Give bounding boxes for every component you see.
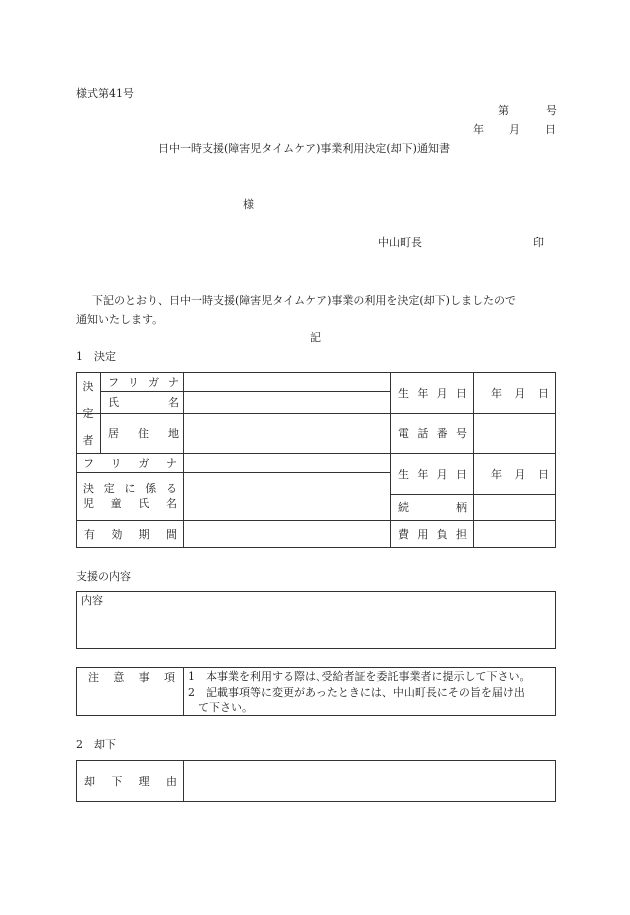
child-furigana-label: フ リ ガ ナ <box>83 456 177 470</box>
child-birthdate-value: 年 月 日 <box>491 467 549 481</box>
validity-label: 有 効 期 間 <box>84 528 177 541</box>
notes-label: 注 意 事 項 <box>88 670 175 684</box>
note-item-2-line2: て下さい。 <box>198 701 253 714</box>
addressee-suffix: 様 <box>243 198 254 211</box>
intro-text-line2: 通知いたします。 <box>76 313 164 326</box>
form-number: 様式第41号 <box>76 87 134 100</box>
note-item-2-line1: 2 記載事項等に変更があったときには、中山町長にその旨を届け出 <box>188 686 525 699</box>
address-label: 居 住 地 <box>108 427 179 440</box>
intro-text-line1: 下記のとおり、日中一時支援(障害児タイムケア)事業の利用を決定(却下)しましたので <box>92 294 516 307</box>
note-item-1: 1 本事業を利用する際は､受給者証を委託事業者に提示して下さい。 <box>188 670 531 683</box>
applicant-char-1: 決 <box>82 380 94 393</box>
document-title: 日中一時支援(障害児タイムケア)事業利用決定(却下)通知書 <box>158 142 450 155</box>
applicant-char-2: 定 <box>82 407 94 420</box>
issue-date: 年 月 日 <box>473 123 557 136</box>
birthdate-label: 生 年 月 日 <box>398 386 467 400</box>
section2-heading: 2 却下 <box>76 738 116 751</box>
support-content-box <box>76 591 556 649</box>
child-name-label: 決 定 に 係 る 児 童 氏 名 <box>83 482 177 510</box>
child-birthdate-label: 生 年 月 日 <box>398 467 467 481</box>
phone-label: 電 話 番 号 <box>398 427 467 440</box>
seal-mark: 印 <box>533 236 544 249</box>
support-content-label: 内容 <box>81 594 103 607</box>
name-label: 氏 名 <box>108 396 179 409</box>
section1-heading: 1 決定 <box>76 350 116 363</box>
document-number: 第 号 <box>498 104 558 117</box>
ki-heading: 記 <box>310 331 321 344</box>
applicant-group-label <box>78 378 98 448</box>
rejection-reason-label: 却 下 理 由 <box>84 775 177 788</box>
support-heading: 支援の内容 <box>76 570 131 583</box>
birthdate-value: 年 月 日 <box>491 386 549 400</box>
cost-label: 費 用 負 担 <box>398 528 467 541</box>
relationship-label: 続 柄 <box>398 501 467 514</box>
applicant-char-3: 者 <box>82 434 94 447</box>
sender-name: 中山町長 <box>378 236 422 249</box>
furigana-label: フ リ ガ ナ <box>108 375 179 389</box>
